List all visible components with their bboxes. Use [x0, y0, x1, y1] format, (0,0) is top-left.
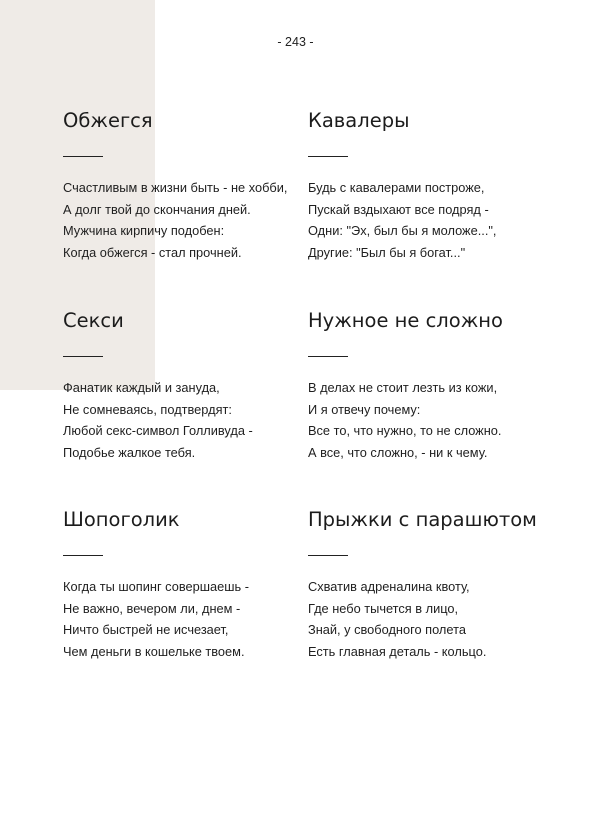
poem-title: Кавалеры — [308, 109, 410, 132]
verse-line: Чем деньги в кошельке твоем. — [63, 643, 245, 659]
verse-line: Где небо тычется в лицо, — [308, 600, 459, 616]
poem-title: Шопоголик — [63, 508, 180, 531]
verse-line: Ничто быстрей не исчезает, — [63, 622, 229, 638]
poem-block — [63, 508, 313, 662]
poem-block — [63, 109, 313, 263]
verse-line: Не важно, вечером ли, днем - — [63, 600, 241, 616]
verse-line: Мужчина кирпичу подобен: — [63, 223, 225, 239]
title-divider — [63, 555, 103, 556]
poem-title: Прыжки с парашютом — [308, 508, 537, 531]
verse-line: Когда обжегся - стал прочней. — [63, 244, 242, 260]
verse-line: Фанатик каждый и зануда, — [63, 380, 220, 395]
title-divider — [63, 356, 103, 357]
verse-line: Схватив адреналина квоту, — [308, 579, 470, 594]
verse-line: И я отвечу почему: — [308, 401, 421, 417]
verse-line: Когда ты шопинг совершаешь - — [63, 579, 249, 594]
verse-line: Другие: "Был бы я богат..." — [308, 244, 466, 260]
verse-line: Пускай вздыхают все подряд - — [308, 201, 489, 217]
poem-block — [308, 508, 558, 662]
title-divider — [308, 156, 348, 157]
title-divider — [63, 156, 103, 157]
verse-line: Будь с кавалерами построже, — [308, 180, 485, 195]
verse-line: Счастливым в жизни быть - не хобби, — [63, 180, 288, 195]
title-divider — [308, 555, 348, 556]
poem-block — [308, 309, 558, 463]
poem-title: Обжегся — [63, 109, 153, 132]
verse-line: Любой секс-символ Голливуда - — [63, 423, 253, 439]
verse-line: В делах не стоит лезть из кожи, — [308, 380, 498, 395]
verse-line: Есть главная деталь - кольцо. — [308, 643, 487, 659]
verse-line: Не сомневаясь, подтвердят: — [63, 401, 232, 417]
title-divider — [308, 356, 348, 357]
verse-line: Знай, у свободного полета — [308, 622, 466, 638]
verse-line: А все, что сложно, - ни к чему. — [308, 444, 488, 460]
verse-line: Подобье жалкое тебя. — [63, 444, 196, 460]
poem-title: Секси — [63, 309, 124, 332]
poem-block — [308, 109, 558, 263]
poem-verse — [308, 177, 558, 263]
poem-block — [63, 309, 313, 463]
poem-title: Нужное не сложно — [308, 309, 503, 332]
verse-line: Все то, что нужно, то не сложно. — [308, 423, 502, 439]
poem-verse — [308, 377, 558, 463]
poem-verse — [63, 576, 313, 662]
page-number: - 243 - — [277, 35, 314, 49]
verse-line: Одни: "Эх, был бы я моложе...", — [308, 223, 497, 239]
verse-line: А долг твой до скончания дней. — [63, 201, 251, 217]
poem-verse — [63, 377, 313, 463]
poem-verse — [308, 576, 558, 662]
poem-verse — [63, 177, 313, 263]
